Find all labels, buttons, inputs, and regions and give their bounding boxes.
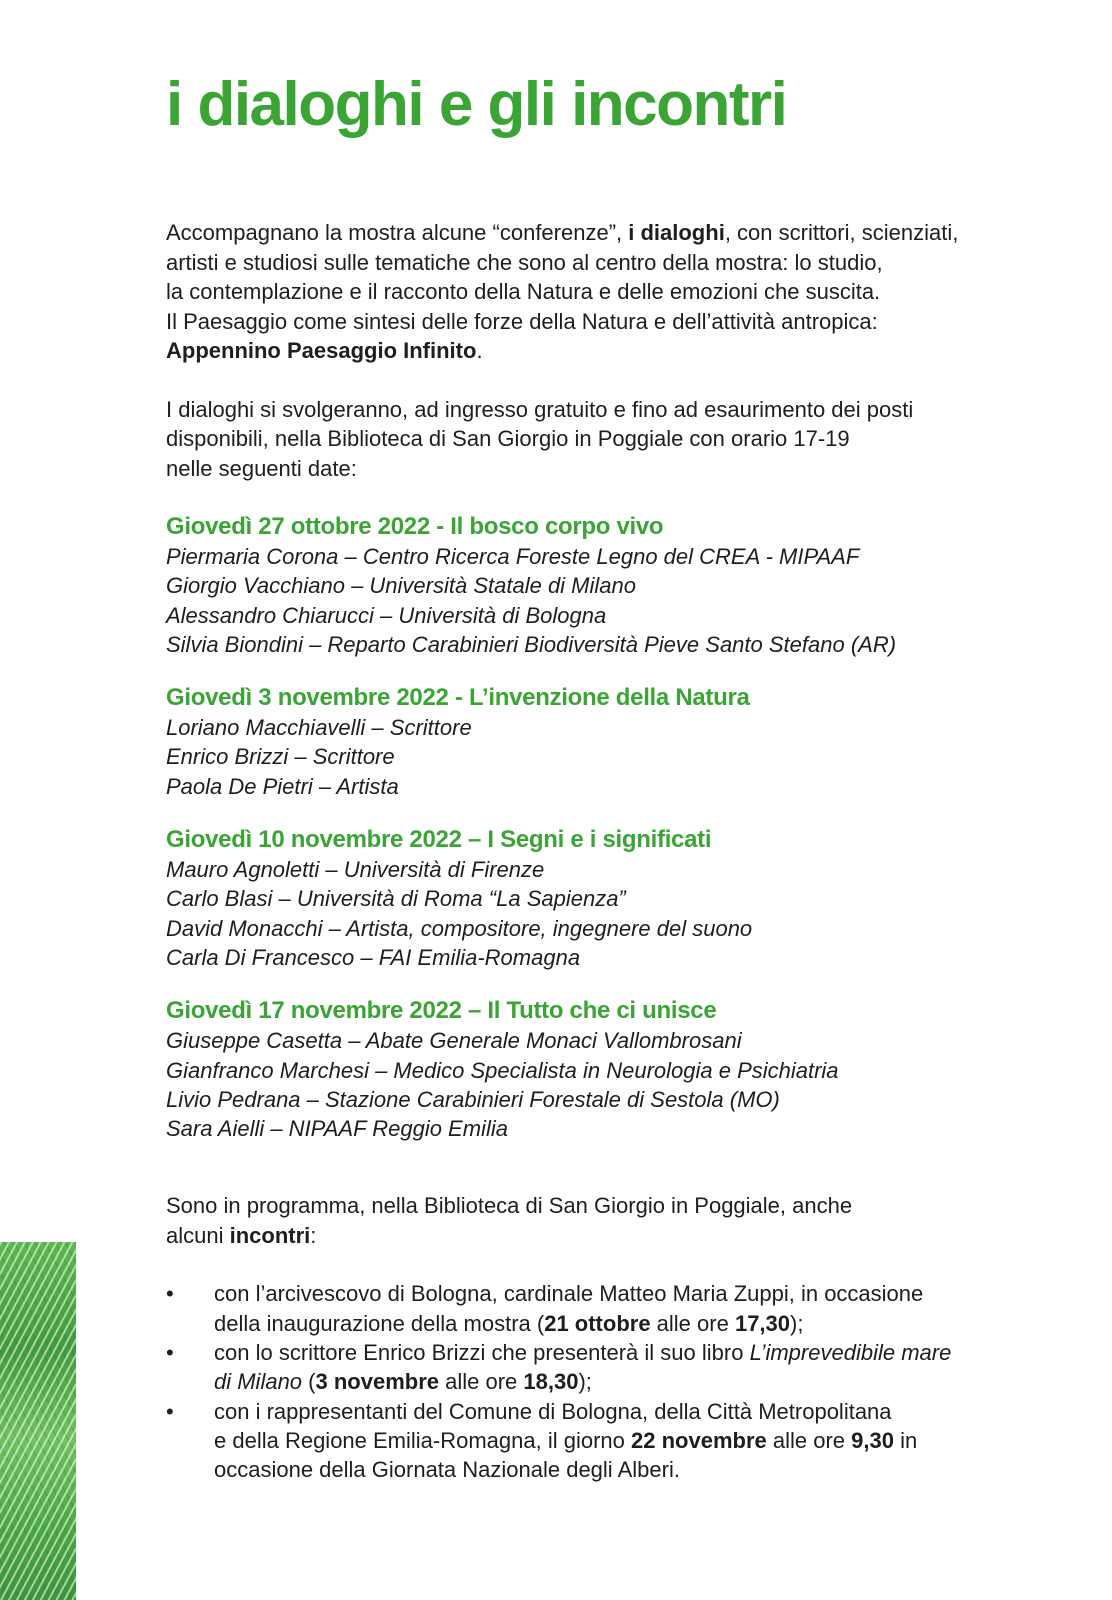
event-block <box>166 683 1066 801</box>
highlight-exhibition-name: Appennino Paesaggio Infinito <box>166 338 477 363</box>
speaker-line: Alessandro Chiarucci – Università di Bologna <box>166 602 607 628</box>
speaker-line: Silvia Biondini – Reparto Carabinieri Biodiversità Pieve Santo Stefano (AR) <box>166 631 897 657</box>
intro-paragraph-1: Accompagnano la mostra alcune “conferenze”, i dialoghi, con scrittori, scienziati, artisti e studiosi sulle tematiche che sono al centro della mostra: lo studio, la contemplazione e il racconto della Natura e delle emozioni che suscita. Il Paesaggio come sintesi delle forze della Natura e dell’attività antropica: Appennino Paesaggio Infinito. <box>166 220 959 363</box>
meetings-list <box>166 1279 1066 1484</box>
event-block <box>166 825 1066 972</box>
green-texture-photo <box>0 1242 76 1600</box>
speaker-line: Paola De Pietri – Artista <box>166 773 399 799</box>
event-heading: Giovedì 3 novembre 2022 - L’invenzione della Natura <box>166 684 750 712</box>
speaker-line: Gianfranco Marchesi – Medico Specialista in Neurologia e Psichiatria <box>166 1057 839 1083</box>
meetings-intro: Sono in programma, nella Biblioteca di San Giorgio in Poggiale, anche alcuni incontri: <box>166 1193 853 1248</box>
intro-paragraph-2: I dialoghi si svolgeranno, ad ingresso gratuito e fino ad esaurimento dei posti disponibili, nella Biblioteca di San Giorgio in Poggiale con orario 17-19 nelle seguenti date: <box>166 396 914 481</box>
speaker-line: Piermaria Corona – Centro Ricerca Foreste Legno del CREA - MIPAAF <box>166 544 860 569</box>
event-heading: Giovedì 27 ottobre 2022 - Il bosco corpo vivo <box>166 513 664 540</box>
event-heading: Giovedì 17 novembre 2022 – Il Tutto che ci unisce <box>166 997 717 1025</box>
highlight-dialoghi: i dialoghi <box>628 220 725 245</box>
list-item: • con i rappresentanti del Comune di Bologna, della Città Metropolitana e della Regione Emilia-Romagna, il giorno 22 novembre alle ore 9,30 in occasione della Giornata Nazionale degli Alberi. <box>166 1398 918 1483</box>
speaker-line: Enrico Brizzi – Scrittore <box>166 744 395 770</box>
speaker-line: Livio Pedrana – Stazione Carabinieri Forestale di Sestola (MO) <box>166 1086 780 1112</box>
list-item: • con lo scrittore Enrico Brizzi che presenterà il suo libro L’imprevedibile mare di Milano (3 novembre alle ore 18,30); <box>166 1340 952 1395</box>
page-title: i dialoghi e gli incontri <box>166 70 787 139</box>
events-list <box>166 512 1066 1143</box>
event-block <box>166 512 1066 659</box>
bullet-icon: • <box>166 1340 174 1366</box>
highlight-incontri: incontri <box>229 1222 311 1248</box>
bullet-icon: • <box>166 1398 174 1424</box>
speaker-line: Carlo Blasi – Università di Roma “La Sapienza” <box>166 886 626 912</box>
speaker-line: Giuseppe Casetta – Abate Generale Monaci Vallombrosani <box>166 1028 742 1054</box>
event-block <box>166 996 1066 1143</box>
page-content <box>166 70 1066 1485</box>
speaker-line: Mauro Agnoletti – Università di Firenze <box>166 857 545 883</box>
bullet-icon: • <box>166 1281 174 1307</box>
speaker-line: David Monacchi – Artista, compositore, ingegnere del suono <box>166 915 753 941</box>
speaker-line: Loriano Macchiavelli – Scrittore <box>166 715 472 741</box>
speaker-line: Giorgio Vacchiano – Università Statale di Milano <box>166 573 636 599</box>
intro-section <box>166 218 1066 483</box>
event-heading: Giovedì 10 novembre 2022 – I Segni e i significati <box>166 826 712 854</box>
speaker-line: Carla Di Francesco – FAI Emilia-Romagna <box>166 944 581 970</box>
list-item: • con l’arcivescovo di Bologna, cardinale Matteo Maria Zuppi, in occasione della inaugurazione della mostra (21 ottobre alle ore 17,30); <box>166 1281 924 1336</box>
speaker-line: Sara Aielli – NIPAAF Reggio Emilia <box>166 1116 508 1142</box>
